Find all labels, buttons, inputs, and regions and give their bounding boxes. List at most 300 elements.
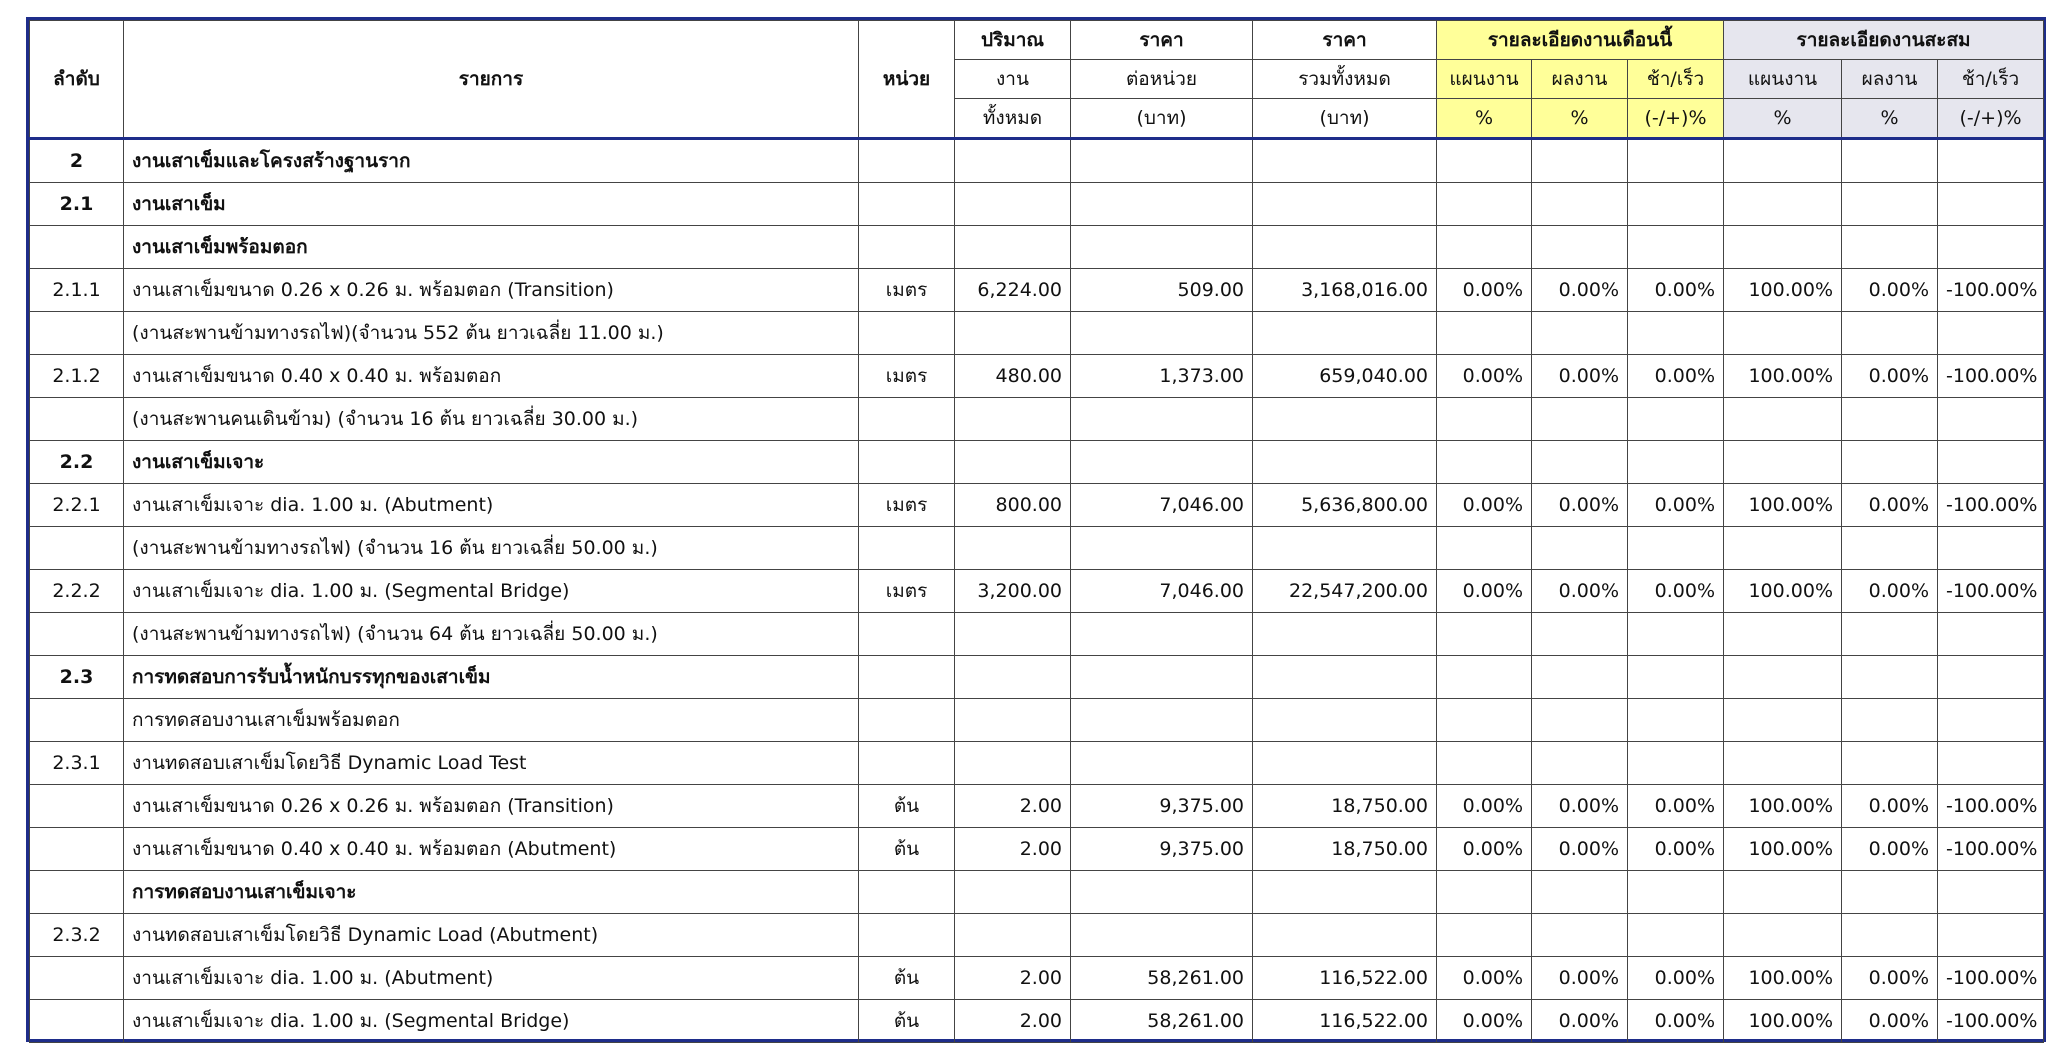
row-month-result <box>1532 914 1628 957</box>
row-cum-plan <box>1724 527 1842 570</box>
row-cum-plan <box>1724 871 1842 914</box>
row-quantity: 6,224.00 <box>955 269 1071 312</box>
row-description: (งานสะพานข้ามทางรถไฟ) (จำนวน 64 ต้น ยาวเฉลี่ย 50.00 ม.) <box>124 613 859 656</box>
row-cum-diff: -100.00% <box>1938 269 2044 312</box>
row-no <box>30 226 124 269</box>
table-row <box>30 441 2044 484</box>
row-cum-diff <box>1938 699 2044 742</box>
row-description: การทดสอบงานเสาเข็มพร้อมตอก <box>124 699 859 742</box>
row-month-diff <box>1628 398 1724 441</box>
row-cum-result <box>1842 742 1938 785</box>
table-row <box>30 656 2044 699</box>
row-unit: เมตร <box>859 269 955 312</box>
row-cum-result: 0.00% <box>1842 828 1938 871</box>
row-month-diff: 0.00% <box>1628 957 1724 1000</box>
table-row <box>30 355 2044 398</box>
row-description: การทดสอบงานเสาเข็มเจาะ <box>124 871 859 914</box>
row-unit <box>859 183 955 226</box>
row-no: 2.3 <box>30 656 124 699</box>
header-cum-result: ผลงาน <box>1842 60 1938 99</box>
row-cum-plan <box>1724 742 1842 785</box>
row-unit-price <box>1071 699 1253 742</box>
row-unit: ต้น <box>859 1000 955 1043</box>
row-description: งานเสาเข็มเจาะ dia. 1.00 ม. (Segmental Bridge) <box>124 1000 859 1043</box>
row-cum-result: 0.00% <box>1842 570 1938 613</box>
row-no: 2.1 <box>30 183 124 226</box>
row-cum-plan <box>1724 914 1842 957</box>
row-cum-plan <box>1724 441 1842 484</box>
row-total-price: 116,522.00 <box>1253 957 1437 1000</box>
header-total-price-3: (บาท) <box>1253 99 1437 139</box>
row-cum-result <box>1842 183 1938 226</box>
row-unit <box>859 398 955 441</box>
table-row <box>30 139 2044 183</box>
row-cum-diff <box>1938 742 2044 785</box>
progress-table <box>29 20 2044 1043</box>
header-cumulative-group: รายละเอียดงานสะสม <box>1724 21 2044 60</box>
row-quantity <box>955 441 1071 484</box>
row-cum-plan <box>1724 183 1842 226</box>
row-quantity <box>955 914 1071 957</box>
row-month-result: 0.00% <box>1532 484 1628 527</box>
row-cum-plan <box>1724 312 1842 355</box>
row-month-diff <box>1628 312 1724 355</box>
row-month-result <box>1532 139 1628 183</box>
row-cum-diff: -100.00% <box>1938 355 2044 398</box>
row-month-plan <box>1437 527 1532 570</box>
row-unit-price: 1,373.00 <box>1071 355 1253 398</box>
header-unit-price-3: (บาท) <box>1071 99 1253 139</box>
row-month-diff <box>1628 527 1724 570</box>
row-total-price: 659,040.00 <box>1253 355 1437 398</box>
row-month-result: 0.00% <box>1532 957 1628 1000</box>
row-no <box>30 785 124 828</box>
row-cum-diff <box>1938 871 2044 914</box>
row-month-result <box>1532 871 1628 914</box>
row-unit <box>859 656 955 699</box>
row-unit: เมตร <box>859 484 955 527</box>
row-cum-plan <box>1724 398 1842 441</box>
row-unit <box>859 613 955 656</box>
row-unit: เมตร <box>859 570 955 613</box>
row-cum-diff <box>1938 914 2044 957</box>
row-unit-price <box>1071 527 1253 570</box>
row-unit-price <box>1071 613 1253 656</box>
row-month-result <box>1532 527 1628 570</box>
row-cum-result <box>1842 871 1938 914</box>
row-month-result <box>1532 398 1628 441</box>
table-row <box>30 484 2044 527</box>
row-total-price: 18,750.00 <box>1253 828 1437 871</box>
table-row <box>30 871 2044 914</box>
row-month-plan <box>1437 226 1532 269</box>
row-month-diff <box>1628 183 1724 226</box>
row-cum-plan <box>1724 699 1842 742</box>
row-quantity <box>955 871 1071 914</box>
row-month-plan <box>1437 139 1532 183</box>
header-total-price-2: รวมทั้งหมด <box>1253 60 1437 99</box>
row-month-diff <box>1628 656 1724 699</box>
row-month-plan: 0.00% <box>1437 1000 1532 1043</box>
row-total-price <box>1253 312 1437 355</box>
header-cum-diff-pct: (-/+)% <box>1938 99 2044 139</box>
header-item: รายการ <box>124 21 859 139</box>
row-month-plan <box>1437 742 1532 785</box>
row-unit: ต้น <box>859 828 955 871</box>
row-month-diff: 0.00% <box>1628 484 1724 527</box>
row-cum-diff: -100.00% <box>1938 1000 2044 1043</box>
row-cum-result <box>1842 312 1938 355</box>
row-month-plan <box>1437 914 1532 957</box>
table-row <box>30 527 2044 570</box>
row-month-diff <box>1628 613 1724 656</box>
row-month-plan: 0.00% <box>1437 484 1532 527</box>
row-month-diff: 0.00% <box>1628 785 1724 828</box>
row-quantity <box>955 742 1071 785</box>
row-cum-result <box>1842 398 1938 441</box>
table-row <box>30 957 2044 1000</box>
row-cum-plan <box>1724 613 1842 656</box>
row-unit <box>859 914 955 957</box>
table-row <box>30 742 2044 785</box>
row-total-price <box>1253 398 1437 441</box>
table-row <box>30 613 2044 656</box>
row-month-result <box>1532 699 1628 742</box>
header-month-diff: ช้า/เร็ว <box>1628 60 1724 99</box>
header-month-plan: แผนงาน <box>1437 60 1532 99</box>
row-cum-plan: 100.00% <box>1724 1000 1842 1043</box>
row-cum-plan: 100.00% <box>1724 484 1842 527</box>
row-cum-diff <box>1938 312 2044 355</box>
row-month-result <box>1532 613 1628 656</box>
table-row <box>30 398 2044 441</box>
row-month-diff: 0.00% <box>1628 1000 1724 1043</box>
header-unit-price-2: ต่อหน่วย <box>1071 60 1253 99</box>
row-month-result: 0.00% <box>1532 269 1628 312</box>
row-month-diff: 0.00% <box>1628 269 1724 312</box>
row-unit-price: 58,261.00 <box>1071 1000 1253 1043</box>
row-cum-plan <box>1724 656 1842 699</box>
row-month-result: 0.00% <box>1532 355 1628 398</box>
row-total-price <box>1253 656 1437 699</box>
row-description: งานเสาเข็มขนาด 0.40 x 0.40 ม. พร้อมตอก (Abutment) <box>124 828 859 871</box>
row-total-price <box>1253 183 1437 226</box>
row-cum-diff: -100.00% <box>1938 785 2044 828</box>
row-description: งานเสาเข็มเจาะ dia. 1.00 ม. (Abutment) <box>124 484 859 527</box>
row-quantity <box>955 699 1071 742</box>
row-unit: ต้น <box>859 785 955 828</box>
row-quantity <box>955 226 1071 269</box>
row-cum-result <box>1842 139 1938 183</box>
header-cum-plan-pct: % <box>1724 99 1842 139</box>
row-cum-diff: -100.00% <box>1938 957 2044 1000</box>
row-month-plan <box>1437 871 1532 914</box>
row-month-plan: 0.00% <box>1437 957 1532 1000</box>
table-body <box>30 139 2044 1043</box>
row-month-diff <box>1628 871 1724 914</box>
row-quantity <box>955 613 1071 656</box>
row-unit-price <box>1071 139 1253 183</box>
row-cum-diff <box>1938 527 2044 570</box>
row-cum-result: 0.00% <box>1842 785 1938 828</box>
row-month-result: 0.00% <box>1532 1000 1628 1043</box>
table-row <box>30 183 2044 226</box>
row-month-plan: 0.00% <box>1437 570 1532 613</box>
row-month-plan: 0.00% <box>1437 355 1532 398</box>
row-quantity <box>955 312 1071 355</box>
row-no <box>30 527 124 570</box>
row-cum-plan <box>1724 139 1842 183</box>
row-cum-result <box>1842 441 1938 484</box>
row-quantity: 2.00 <box>955 1000 1071 1043</box>
row-no <box>30 828 124 871</box>
row-cum-result: 0.00% <box>1842 1000 1938 1043</box>
row-description: งานเสาเข็มเจาะ dia. 1.00 ม. (Segmental Bridge) <box>124 570 859 613</box>
row-cum-plan: 100.00% <box>1724 570 1842 613</box>
row-month-diff <box>1628 139 1724 183</box>
row-unit-price: 9,375.00 <box>1071 828 1253 871</box>
row-total-price <box>1253 699 1437 742</box>
row-cum-diff <box>1938 441 2044 484</box>
row-description: งานเสาเข็มขนาด 0.26 x 0.26 ม. พร้อมตอก (Transition) <box>124 269 859 312</box>
row-month-plan <box>1437 656 1532 699</box>
row-cum-diff <box>1938 183 2044 226</box>
row-cum-plan: 100.00% <box>1724 957 1842 1000</box>
header-cum-result-pct: % <box>1842 99 1938 139</box>
row-unit <box>859 312 955 355</box>
row-month-plan: 0.00% <box>1437 785 1532 828</box>
row-month-result <box>1532 183 1628 226</box>
row-unit-price: 7,046.00 <box>1071 570 1253 613</box>
header-qty-1: ปริมาณ <box>955 21 1071 60</box>
row-unit-price <box>1071 656 1253 699</box>
row-description: งานเสาเข็มและโครงสร้างฐานราก <box>124 139 859 183</box>
header-month-result: ผลงาน <box>1532 60 1628 99</box>
row-cum-diff <box>1938 656 2044 699</box>
row-total-price: 3,168,016.00 <box>1253 269 1437 312</box>
row-cum-diff: -100.00% <box>1938 484 2044 527</box>
row-quantity <box>955 527 1071 570</box>
row-unit <box>859 226 955 269</box>
table-row <box>30 828 2044 871</box>
row-quantity: 800.00 <box>955 484 1071 527</box>
row-month-diff <box>1628 441 1724 484</box>
header-cum-diff: ช้า/เร็ว <box>1938 60 2044 99</box>
row-unit <box>859 139 955 183</box>
row-month-result: 0.00% <box>1532 828 1628 871</box>
row-total-price: 116,522.00 <box>1253 1000 1437 1043</box>
header-month-group: รายละเอียดงานเดือนนี้ <box>1437 21 1724 60</box>
row-month-result <box>1532 742 1628 785</box>
row-total-price <box>1253 742 1437 785</box>
row-quantity: 2.00 <box>955 785 1071 828</box>
table-row <box>30 1000 2044 1043</box>
row-month-diff <box>1628 699 1724 742</box>
row-month-diff <box>1628 742 1724 785</box>
row-no: 2.1.2 <box>30 355 124 398</box>
header-qty-3: ทั้งหมด <box>955 99 1071 139</box>
header-month-diff-pct: (-/+)% <box>1628 99 1724 139</box>
row-description: (งานสะพานข้ามทางรถไฟ)(จำนวน 552 ต้น ยาวเฉลี่ย 11.00 ม.) <box>124 312 859 355</box>
row-no <box>30 699 124 742</box>
row-no <box>30 312 124 355</box>
row-cum-result <box>1842 699 1938 742</box>
row-no: 2.1.1 <box>30 269 124 312</box>
row-cum-diff: -100.00% <box>1938 570 2044 613</box>
row-quantity: 3,200.00 <box>955 570 1071 613</box>
header-month-plan-pct: % <box>1437 99 1532 139</box>
table-row <box>30 269 2044 312</box>
row-cum-diff <box>1938 226 2044 269</box>
row-cum-diff <box>1938 398 2044 441</box>
row-no <box>30 957 124 1000</box>
row-unit-price: 9,375.00 <box>1071 785 1253 828</box>
row-unit <box>859 441 955 484</box>
row-description: (งานสะพานคนเดินข้าม) (จำนวน 16 ต้น ยาวเฉลี่ย 30.00 ม.) <box>124 398 859 441</box>
row-month-plan <box>1437 398 1532 441</box>
row-cum-plan: 100.00% <box>1724 828 1842 871</box>
row-unit-price <box>1071 441 1253 484</box>
row-month-result <box>1532 441 1628 484</box>
row-description: งานเสาเข็ม <box>124 183 859 226</box>
row-cum-plan: 100.00% <box>1724 355 1842 398</box>
row-unit: เมตร <box>859 355 955 398</box>
row-unit <box>859 527 955 570</box>
row-unit-price: 58,261.00 <box>1071 957 1253 1000</box>
row-cum-plan: 100.00% <box>1724 785 1842 828</box>
table-row <box>30 785 2044 828</box>
table-row <box>30 914 2044 957</box>
row-cum-result: 0.00% <box>1842 269 1938 312</box>
row-unit-price <box>1071 398 1253 441</box>
table-row <box>30 226 2044 269</box>
row-no <box>30 871 124 914</box>
row-unit: ต้น <box>859 957 955 1000</box>
row-quantity <box>955 656 1071 699</box>
row-cum-diff: -100.00% <box>1938 828 2044 871</box>
table-row <box>30 699 2044 742</box>
row-month-plan: 0.00% <box>1437 269 1532 312</box>
row-cum-result <box>1842 226 1938 269</box>
row-unit-price <box>1071 226 1253 269</box>
row-no: 2 <box>30 139 124 183</box>
row-cum-diff <box>1938 139 2044 183</box>
row-total-price <box>1253 226 1437 269</box>
row-unit-price <box>1071 312 1253 355</box>
header-no: ลำดับ <box>30 21 124 139</box>
row-cum-result <box>1842 613 1938 656</box>
table-row <box>30 570 2044 613</box>
row-cum-result: 0.00% <box>1842 957 1938 1000</box>
row-description: งานทดสอบเสาเข็มโดยวิธี Dynamic Load Test <box>124 742 859 785</box>
row-month-plan <box>1437 699 1532 742</box>
row-total-price <box>1253 527 1437 570</box>
row-month-plan <box>1437 441 1532 484</box>
row-description: งานทดสอบเสาเข็มโดยวิธี Dynamic Load (Abutment) <box>124 914 859 957</box>
row-total-price <box>1253 613 1437 656</box>
row-description: งานเสาเข็มเจาะ dia. 1.00 ม. (Abutment) <box>124 957 859 1000</box>
row-quantity: 2.00 <box>955 828 1071 871</box>
row-month-diff <box>1628 226 1724 269</box>
header-cum-plan: แผนงาน <box>1724 60 1842 99</box>
row-description: (งานสะพานข้ามทางรถไฟ) (จำนวน 16 ต้น ยาวเฉลี่ย 50.00 ม.) <box>124 527 859 570</box>
row-month-plan <box>1437 312 1532 355</box>
row-month-plan <box>1437 613 1532 656</box>
row-unit <box>859 699 955 742</box>
row-no: 2.2.1 <box>30 484 124 527</box>
row-description: งานเสาเข็มขนาด 0.26 x 0.26 ม. พร้อมตอก (Transition) <box>124 785 859 828</box>
row-unit-price: 7,046.00 <box>1071 484 1253 527</box>
row-quantity <box>955 139 1071 183</box>
row-quantity <box>955 398 1071 441</box>
row-description: งานเสาเข็มขนาด 0.40 x 0.40 ม. พร้อมตอก <box>124 355 859 398</box>
row-quantity <box>955 183 1071 226</box>
row-total-price <box>1253 139 1437 183</box>
header-month-result-pct: % <box>1532 99 1628 139</box>
header-qty-2: งาน <box>955 60 1071 99</box>
row-month-result <box>1532 656 1628 699</box>
row-month-diff: 0.00% <box>1628 355 1724 398</box>
row-month-plan: 0.00% <box>1437 828 1532 871</box>
row-quantity: 480.00 <box>955 355 1071 398</box>
row-total-price: 18,750.00 <box>1253 785 1437 828</box>
row-no <box>30 398 124 441</box>
header-unit-price-1: ราคา <box>1071 21 1253 60</box>
row-description: งานเสาเข็มพร้อมตอก <box>124 226 859 269</box>
row-no: 2.3.2 <box>30 914 124 957</box>
row-cum-diff <box>1938 613 2044 656</box>
row-description: งานเสาเข็มเจาะ <box>124 441 859 484</box>
row-month-result: 0.00% <box>1532 785 1628 828</box>
row-cum-result <box>1842 527 1938 570</box>
row-no: 2.2 <box>30 441 124 484</box>
row-unit-price <box>1071 742 1253 785</box>
row-cum-plan <box>1724 226 1842 269</box>
row-total-price <box>1253 871 1437 914</box>
row-total-price: 22,547,200.00 <box>1253 570 1437 613</box>
row-month-result <box>1532 226 1628 269</box>
row-total-price <box>1253 914 1437 957</box>
row-no <box>30 613 124 656</box>
table-row <box>30 312 2044 355</box>
row-total-price <box>1253 441 1437 484</box>
row-cum-result: 0.00% <box>1842 355 1938 398</box>
row-month-result <box>1532 312 1628 355</box>
row-quantity: 2.00 <box>955 957 1071 1000</box>
row-unit <box>859 742 955 785</box>
row-description: การทดสอบการรับน้ำหนักบรรทุกของเสาเข็ม <box>124 656 859 699</box>
row-no: 2.3.1 <box>30 742 124 785</box>
row-month-diff: 0.00% <box>1628 828 1724 871</box>
row-unit-price <box>1071 914 1253 957</box>
row-unit <box>859 871 955 914</box>
row-unit-price <box>1071 183 1253 226</box>
row-no <box>30 1000 124 1043</box>
row-unit-price: 509.00 <box>1071 269 1253 312</box>
row-cum-result <box>1842 656 1938 699</box>
row-unit-price <box>1071 871 1253 914</box>
row-cum-result: 0.00% <box>1842 484 1938 527</box>
row-month-plan <box>1437 183 1532 226</box>
header-total-price-1: ราคา <box>1253 21 1437 60</box>
header-unit: หน่วย <box>859 21 955 139</box>
row-total-price: 5,636,800.00 <box>1253 484 1437 527</box>
row-no: 2.2.2 <box>30 570 124 613</box>
row-month-result: 0.00% <box>1532 570 1628 613</box>
row-month-diff: 0.00% <box>1628 570 1724 613</box>
row-cum-result <box>1842 914 1938 957</box>
row-month-diff <box>1628 914 1724 957</box>
